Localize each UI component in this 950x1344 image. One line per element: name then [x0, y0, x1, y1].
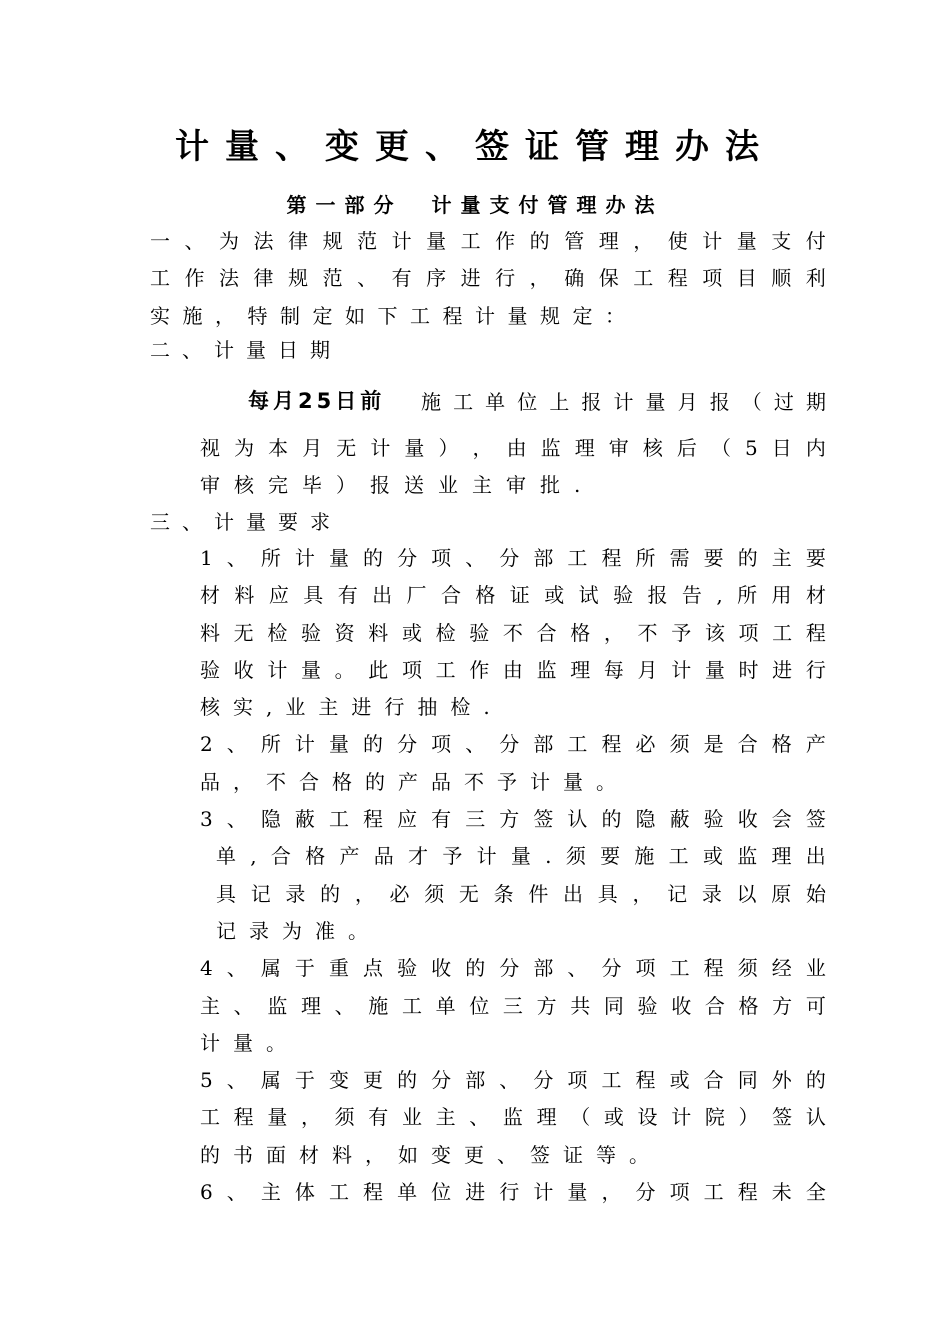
paragraph-line: 6 、 主 体 工 程 单 位 进 行 计 量 ， 分 项 工 程 未 全	[200, 1180, 826, 1205]
paragraph-line: 5 、 属 于 变 更 的 分 部 、 分 项 工 程 或 合 同 外 的	[200, 1068, 826, 1093]
section-3-heading: 三、计量要求	[150, 510, 342, 534]
paragraph-line: 记录为准。	[216, 918, 381, 943]
document-title: 计量、变更、签证管理办法	[175, 127, 775, 167]
section-2-heading: 二、计量日期	[150, 338, 342, 362]
section-2-body	[248, 380, 826, 420]
paragraph-line-rest: 施 工 单 位 上 报 计 量 月 报 （ 过 期	[421, 389, 826, 414]
paragraph-line: 工 作 法 律 规 范 、 有 序 进 行 ， 确 保 工 程 项 目 顺 利	[150, 266, 826, 291]
requirement-item	[200, 1174, 826, 1211]
requirement-item	[200, 726, 826, 801]
paragraph-line: 料 无 检 验 资 料 或 检 验 不 合 格 ， 不 予 该 项 工 程	[200, 620, 826, 645]
paragraph-line: 具 记 录 的 ， 必 须 无 条 件 出 具 ， 记 录 以 原 始	[216, 881, 826, 906]
paragraph-line: 计量。	[200, 1030, 299, 1055]
paragraph-line: 的书面材料，如变更、签证等。	[200, 1142, 662, 1167]
requirements-list	[200, 540, 826, 1211]
paragraph-line: 核实,业主进行抽检.	[200, 695, 503, 720]
paragraph-line: 2 、 所 计 量 的 分 项 、 分 部 工 程 必 须 是 合 格 产	[200, 732, 826, 757]
requirement-item	[200, 540, 826, 726]
section-2-continuation	[200, 430, 826, 505]
paragraph-line: 工 程 量 ， 须 有 业 主 、 监 理 （ 或 设 计 院 ） 签 认	[200, 1105, 826, 1130]
paragraph-line: 实施，特制定如下工程计量规定：	[150, 303, 638, 328]
section-1	[150, 223, 826, 335]
paragraph-line: 3 、 隐 蔽 工 程 应 有 三 方 签 认 的 隐 蔽 验 收 会 签	[200, 807, 826, 832]
paragraph-line: 验 收 计 量 。 此 项 工 作 由 监 理 每 月 计 量 时 进 行	[200, 657, 826, 682]
part-heading: 第一部分 计量支付管理办法	[286, 193, 664, 217]
paragraph-line: 材 料 应 具 有 出 厂 合 格 证 或 试 验 报 告 , 所 用 材	[200, 583, 826, 608]
paragraph-line: 4 、 属 于 重 点 验 收 的 分 部 、 分 项 工 程 须 经 业	[200, 956, 826, 981]
deadline-emphasis: 每月25日前	[248, 389, 386, 413]
paragraph-line: 审核完毕）报送业主审批.	[200, 473, 595, 498]
paragraph-line: 1 、 所 计 量 的 分 项 、 分 部 工 程 所 需 要 的 主 要	[200, 546, 826, 570]
requirement-item	[200, 1062, 826, 1174]
paragraph-line: 单 , 合 格 产 品 才 予 计 量 . 须 要 施 工 或 监 理 出	[216, 844, 826, 869]
paragraph-line: 品，不合格的产品不予计量。	[200, 769, 629, 794]
requirement-item	[200, 950, 826, 1062]
paragraph-line: 视 为 本 月 无 计 量 ） ， 由 监 理 审 核 后 （ 5 日 内	[200, 436, 826, 460]
paragraph-line: 主 、 监 理 、 施 工 单 位 三 方 共 同 验 收 合 格 方 可	[200, 993, 826, 1018]
paragraph-line: 一 、 为 法 律 规 范 计 量 工 作 的 管 理 ， 使 计 量 支 付	[150, 229, 826, 253]
requirement-item	[200, 801, 826, 950]
